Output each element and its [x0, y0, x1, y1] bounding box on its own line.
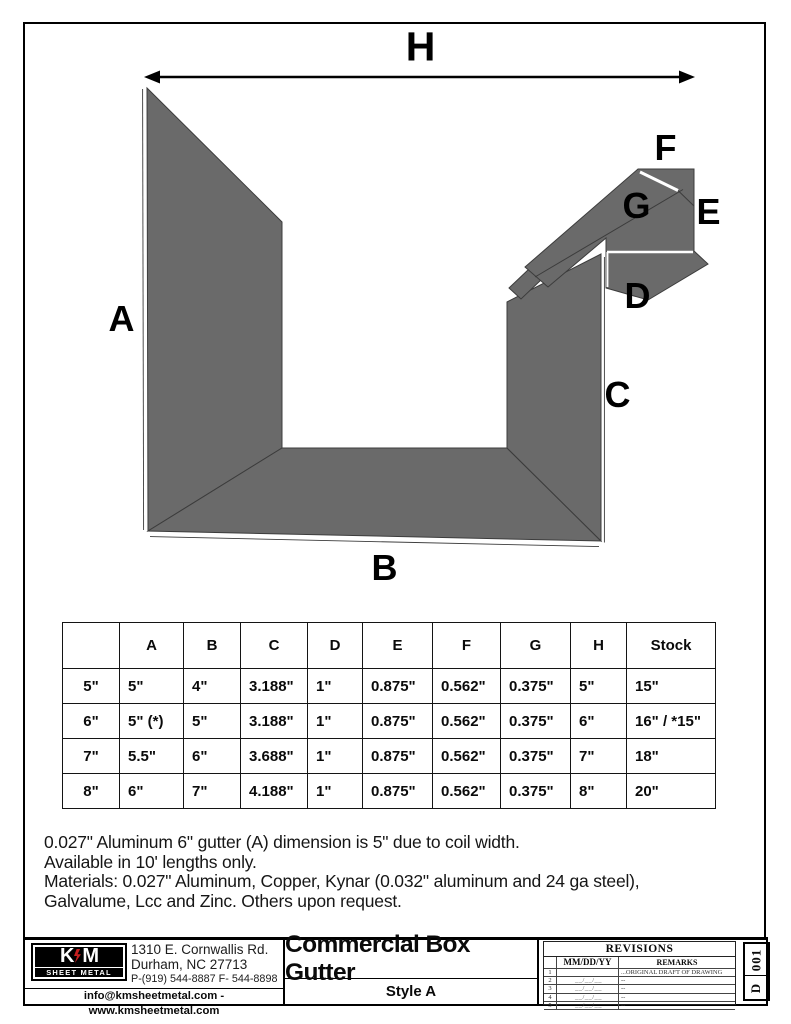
table-cell: 3.188": [241, 669, 308, 704]
table-header-cell: A: [120, 623, 184, 669]
sheet-number: 001: [748, 948, 764, 971]
dim-label-f: F: [654, 127, 678, 168]
table-cell: 6": [120, 774, 184, 809]
table-header-cell: C: [241, 623, 308, 669]
table-row: [63, 704, 716, 739]
table-cell: 8": [63, 774, 120, 809]
address-line: Durham, NC 27713: [131, 957, 248, 972]
logo-letter-k: K: [59, 945, 74, 967]
dim-label-a: A: [108, 298, 136, 339]
table-cell: 5": [120, 669, 184, 704]
dimensions-table: [62, 622, 716, 809]
note-line: Galvalume, Lcc and Zinc. Others upon request.: [44, 890, 402, 911]
table-cell: 4": [184, 669, 241, 704]
dim-label-h: H: [405, 23, 437, 70]
table-header-cell: F: [433, 623, 501, 669]
table-cell: 8": [571, 774, 627, 809]
drawing-style: Style A: [385, 982, 437, 1000]
table-cell: 0.562": [433, 739, 501, 774]
table-cell: 5": [184, 704, 241, 739]
lightning-bolt-icon: [74, 948, 81, 964]
table-cell: 1": [308, 774, 363, 809]
table-cell: 7": [63, 739, 120, 774]
revisions-title: REVISIONS: [544, 942, 735, 957]
note-line: Available in 10' lengths only.: [44, 851, 257, 872]
company-info-section: [25, 940, 285, 1017]
table-cell: 0.875": [363, 739, 433, 774]
contact-line: info@kmsheetmetal.com - www.kmsheetmetal.com: [25, 988, 283, 1004]
notes: [44, 833, 724, 911]
sheet-size-cell: [745, 976, 768, 999]
revision-remark: --: [619, 994, 735, 1002]
revision-date: [557, 969, 619, 977]
table-header-cell: B: [184, 623, 241, 669]
table-row: [63, 669, 716, 704]
revisions-table: [543, 941, 736, 1009]
table-header-cell: H: [571, 623, 627, 669]
table-header-cell: G: [501, 623, 571, 669]
dim-label-d: D: [624, 275, 652, 316]
front-hem-detail: [509, 169, 708, 300]
title-block: [23, 931, 768, 1017]
revision-date: __/__/__: [557, 1002, 619, 1010]
table-row: [63, 774, 716, 809]
table-header-cell: Stock: [627, 623, 716, 669]
table-cell: 4.188": [241, 774, 308, 809]
note-line: Materials: 0.027" Aluminum, Copper, Kynar (0.032" aluminum and 24 ga steel),: [44, 871, 640, 891]
table-cell: 3.688": [241, 739, 308, 774]
table-header-cell: D: [308, 623, 363, 669]
table-cell: 3.188": [241, 704, 308, 739]
table-cell: 0.375": [501, 739, 571, 774]
sheet-size-tab: [743, 942, 770, 1001]
table-cell: 0.562": [433, 669, 501, 704]
table-cell: 6": [63, 704, 120, 739]
table-cell: 0.562": [433, 704, 501, 739]
table-header-cell: [63, 623, 120, 669]
company-address: [131, 940, 277, 988]
dimension-arrow-h: [144, 71, 695, 84]
table-cell: 5": [571, 669, 627, 704]
revision-remark: --: [619, 977, 735, 985]
hem-body: [525, 169, 708, 300]
revision-num: 4: [544, 994, 557, 1002]
note-line: 0.027" Aluminum 6" gutter (A) dimension is 5" due to coil width.: [44, 832, 520, 852]
revision-num: 3: [544, 985, 557, 993]
table-cell: 7": [184, 774, 241, 809]
revisions-num-header: [544, 957, 557, 969]
table-cell: 1": [308, 739, 363, 774]
table-row: [63, 739, 716, 774]
revision-remark: --: [619, 1002, 735, 1010]
table-cell: 0.875": [363, 704, 433, 739]
table-cell: 5" (*): [120, 704, 184, 739]
table-cell: 16" / *15": [627, 704, 716, 739]
revision-date: __/__/__: [557, 994, 619, 1002]
table-cell: 0.875": [363, 669, 433, 704]
table-cell: 0.875": [363, 774, 433, 809]
sheet-size: D: [748, 982, 764, 993]
dim-label-c: C: [604, 374, 632, 415]
table-cell: 15": [627, 669, 716, 704]
table-cell: 18": [627, 739, 716, 774]
table-cell: 5.5": [120, 739, 184, 774]
dim-label-e: E: [696, 191, 722, 232]
revision-remark: ...ORIGINAL DRAFT OF DRAWING: [619, 969, 735, 977]
address-line: 1310 E. Cornwallis Rd.: [131, 942, 269, 957]
company-logo: [31, 943, 127, 981]
logo-letter-m: M: [82, 945, 99, 967]
table-cell: 1": [308, 704, 363, 739]
logo-subtitle: SHEET METAL: [35, 967, 123, 977]
table-cell: 6": [571, 704, 627, 739]
drawing-title: Commercial Box Gutter: [285, 940, 537, 979]
table-cell: 0.375": [501, 774, 571, 809]
logo-monogram: [60, 947, 98, 965]
revision-num: 1: [544, 969, 557, 977]
sheet-number-cell: [745, 944, 768, 976]
table-cell: 0.375": [501, 704, 571, 739]
drawing-title-section: [285, 931, 539, 1004]
revision-date: __/__/__: [557, 977, 619, 985]
table-cell: 0.375": [501, 669, 571, 704]
table-cell: 1": [308, 669, 363, 704]
dim-label-g: G: [622, 185, 652, 226]
table-cell: 20": [627, 774, 716, 809]
revision-num: 2: [544, 977, 557, 985]
dim-label-b: B: [371, 547, 399, 588]
revision-remark: --: [619, 985, 735, 993]
table-cell: 5": [63, 669, 120, 704]
table-header-cell: E: [363, 623, 433, 669]
revision-date: __/__/__: [557, 985, 619, 993]
table-header-row: [63, 623, 716, 669]
phone-line: P-(919) 544-8887 F- 544-8898: [131, 973, 278, 985]
table-cell: 6": [184, 739, 241, 774]
revisions-remarks-header: REMARKS: [619, 957, 735, 969]
revision-num: 5: [544, 1002, 557, 1010]
table-cell: 0.562": [433, 774, 501, 809]
table-cell: 7": [571, 739, 627, 774]
revisions-date-header: MM/DD/YY: [557, 957, 619, 969]
